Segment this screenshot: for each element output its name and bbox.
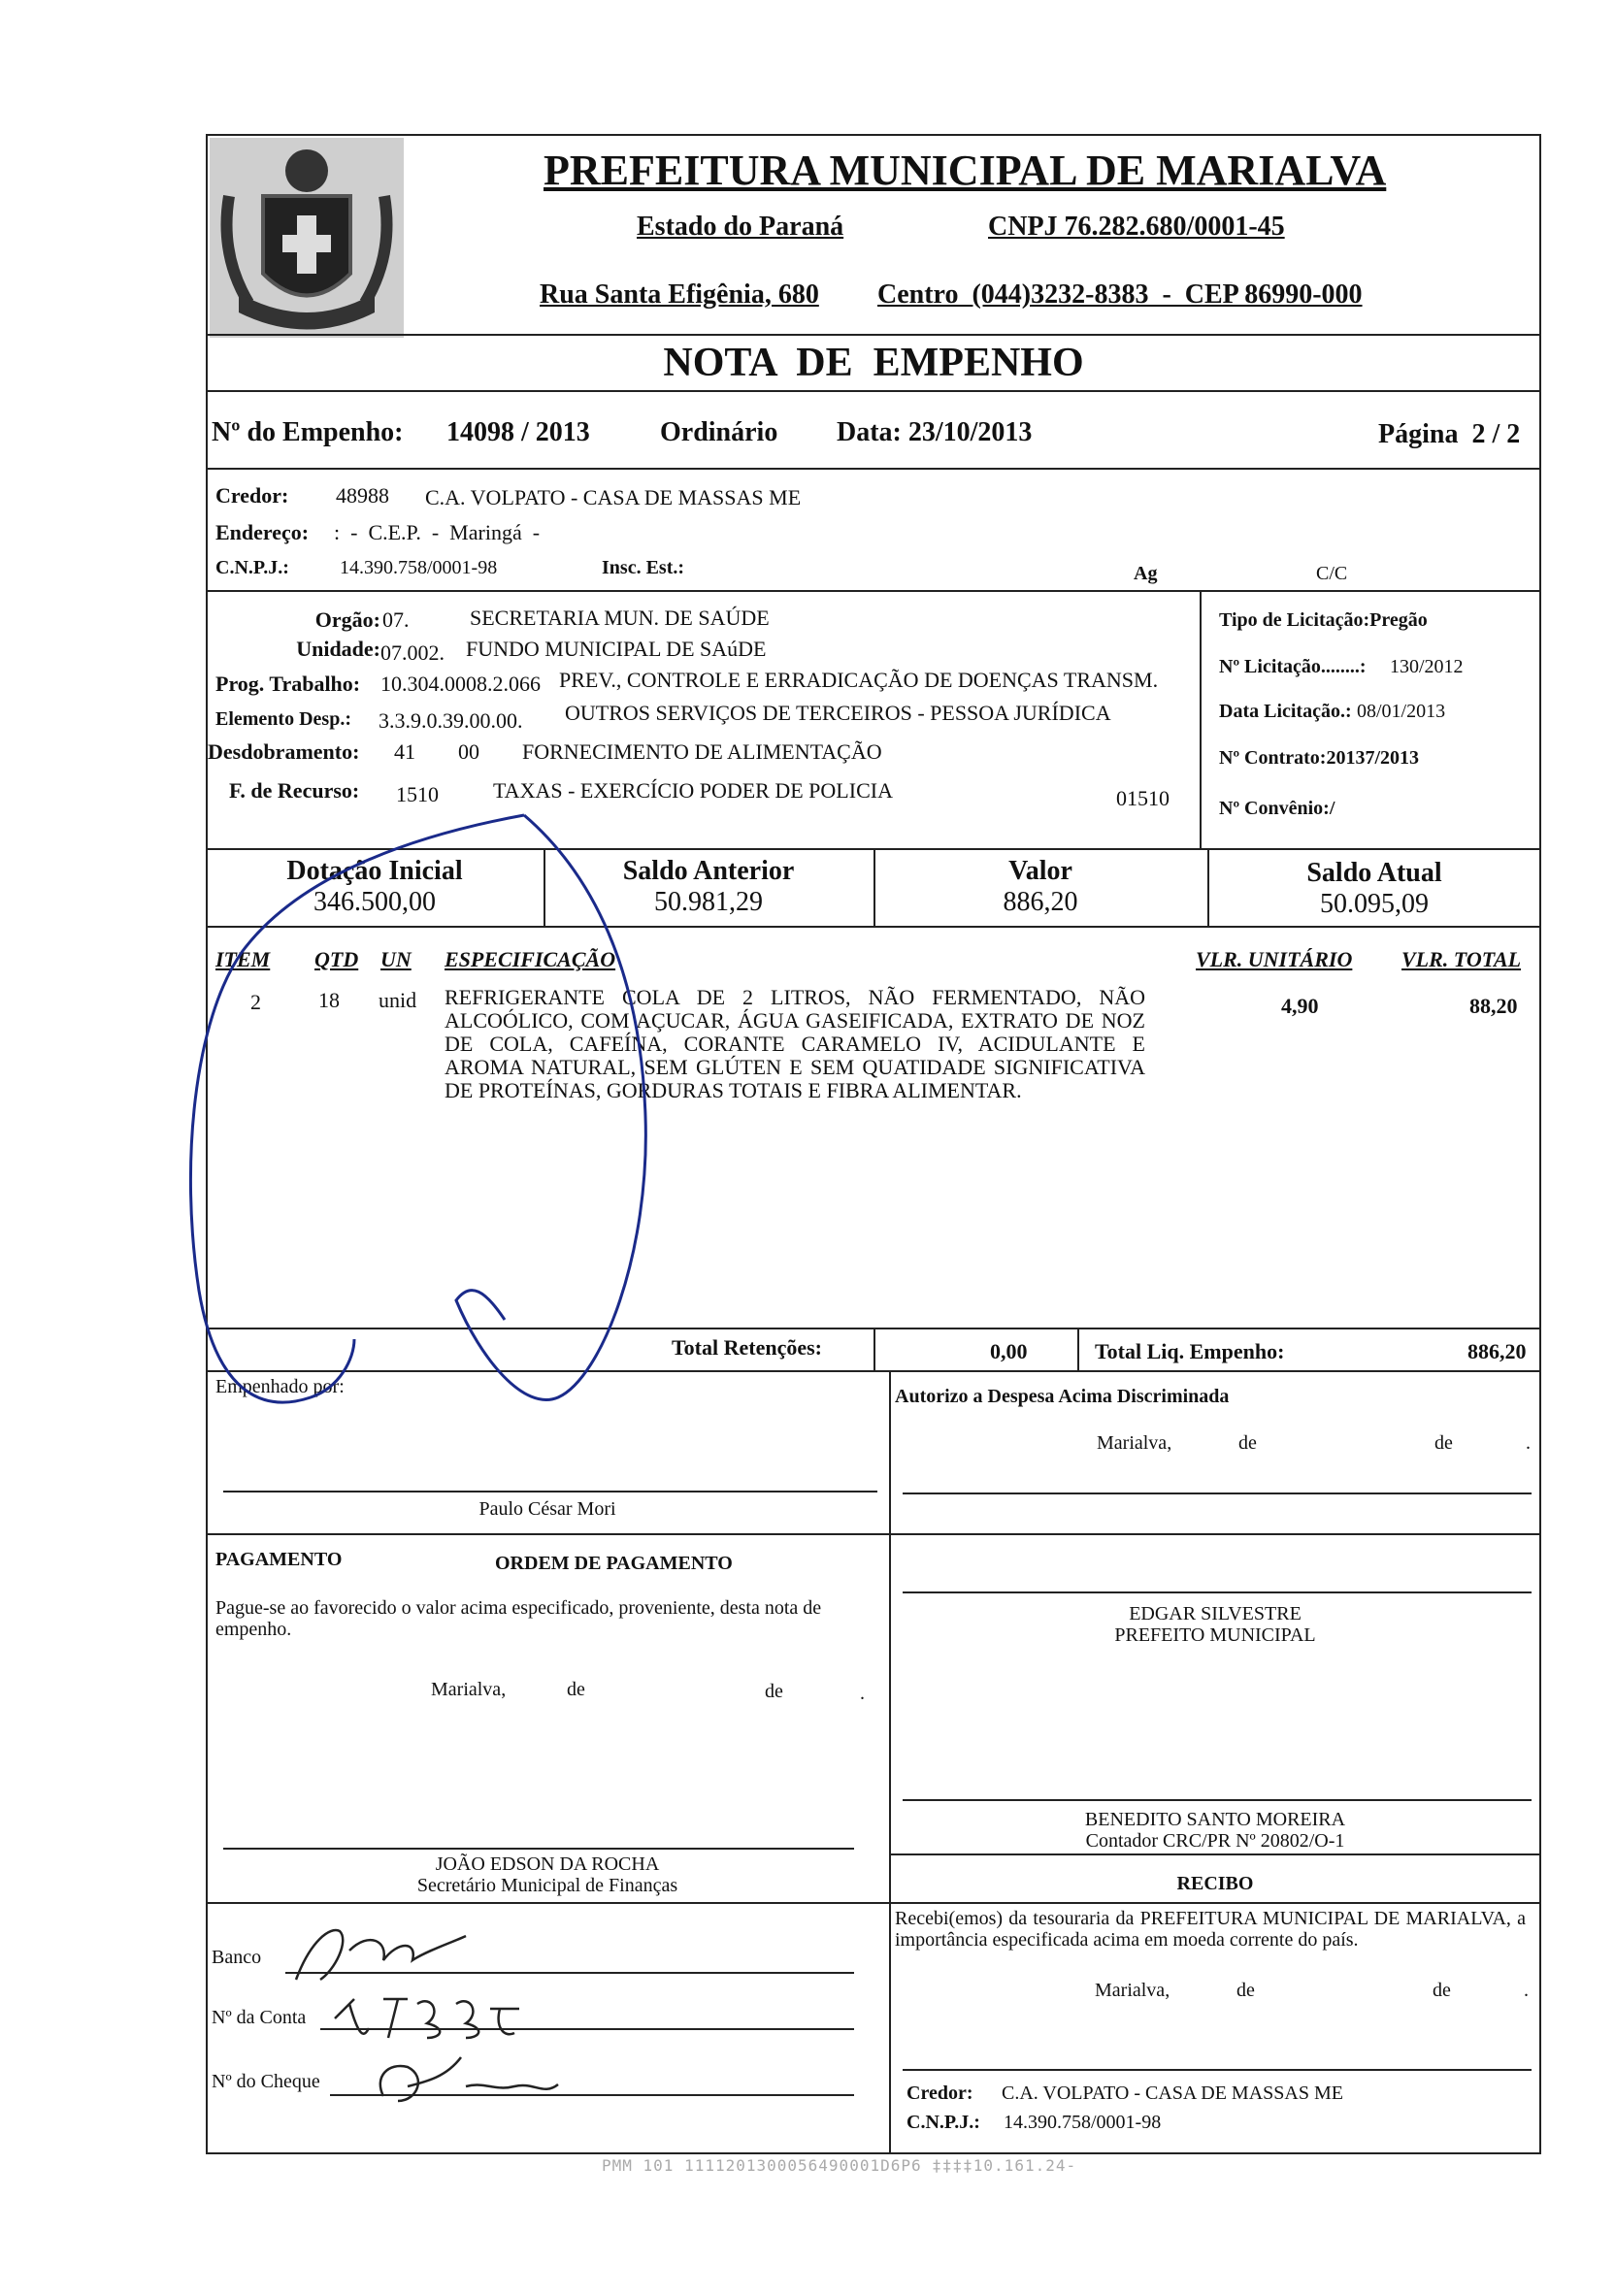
item-description: REFRIGERANTE COLA DE 2 LITROS, NÃO FERMENTADO, NÃO ALCOÓLICO, COM AÇUCAR, ÁGUA GASEIFICADA, EXTRATO DE NOZ DE COLA, CAFEÍNA, CORANTE CARAMELO IV, ACIDULANTE E AROMA NATURAL, SEM GLÚTEN E SEM QUATIDADE SIGNIFICATIVA DE PROTEÍNAS, GORDURAS TOTAIS E FIBRA ALIMENTAR. xyxy=(445,985,1145,1102)
valor-value: 886,20 xyxy=(1003,887,1078,917)
pagamento-city: Marialva, xyxy=(431,1679,507,1700)
licitacao-numero: 130/2012 xyxy=(1390,656,1464,677)
header-cnpj: CNPJ 76.282.680/0001-45 xyxy=(988,212,1285,242)
orgao-code: 07. xyxy=(382,607,410,632)
col-espec: ESPECIFICAÇÃO xyxy=(445,947,616,971)
autorizo-city: Marialva, xyxy=(1097,1432,1172,1454)
cc-label: C/C xyxy=(1316,563,1348,584)
header-district: Centro (044)3232-8383 - CEP 86990-000 xyxy=(877,279,1363,310)
coat-of-arms-icon xyxy=(210,138,404,338)
pagamento-de1: de xyxy=(567,1679,585,1700)
unidade-label: Unidade: xyxy=(296,637,380,661)
pagamento-label: PAGAMENTO xyxy=(215,1549,343,1570)
item-unit-value: 4,90 xyxy=(1281,994,1319,1018)
recibo-cnpj-label: C.N.P.J.: xyxy=(906,2112,980,2133)
unidade-code: 07.002. xyxy=(380,640,445,665)
cheque-label: Nº do Cheque xyxy=(212,2071,320,2092)
recibo-text: Recebi(emos) da tesouraria da PREFEITURA MUNICIPAL DE MARIALVA, a importância especificada acima em moeda corrente do país. xyxy=(895,1908,1526,1951)
pagamento-text: Pague-se ao favorecido o valor acima especificado, proveniente, desta nota de empenho. xyxy=(215,1597,822,1640)
empenhado-name: Paulo César Mori xyxy=(478,1498,616,1520)
pagamento-de2: de xyxy=(765,1681,783,1702)
prefeito-name: EDGAR SILVESTRE xyxy=(1129,1603,1302,1624)
address-label: Endereço: xyxy=(215,520,310,544)
item-total-value: 88,20 xyxy=(1469,994,1518,1018)
recibo-de2: de xyxy=(1433,1980,1451,2001)
header-title: PREFEITURA MUNICIPAL DE MARIALVA xyxy=(544,147,1387,194)
credor-label: Credor: xyxy=(215,483,289,508)
col-item: ITEM xyxy=(215,947,271,971)
liq-value: 886,20 xyxy=(1467,1339,1527,1363)
prog-name: PREV., CONTROLE E ERRADICAÇÃO DE DOENÇAS TRANSM. xyxy=(559,668,1159,692)
licitacao-data: 08/01/2013 xyxy=(1357,701,1446,722)
liq-label: Total Liq. Empenho: xyxy=(1095,1339,1285,1363)
credor-cnpj: 14.390.758/0001-98 xyxy=(340,557,498,578)
licitacao-convenio: Nº Convênio:/ xyxy=(1219,798,1335,819)
saldo-anterior-label: Saldo Anterior xyxy=(622,856,795,886)
col-unit: VLR. UNITÁRIO xyxy=(1196,947,1353,971)
doc-title: NOTA DE EMPENHO xyxy=(663,341,1084,385)
autorizo-text: Autorizo a Despesa Acima Discriminada xyxy=(895,1386,1230,1407)
autorizo-de2: de xyxy=(1434,1432,1453,1454)
col-total: VLR. TOTAL xyxy=(1401,947,1522,971)
insc-label: Insc. Est.: xyxy=(602,557,685,578)
banco-label: Banco xyxy=(212,1947,262,1968)
valor-label: Valor xyxy=(1008,856,1072,886)
conta-label: Nº da Conta xyxy=(212,2007,307,2028)
credor-address: : - C.E.P. - Maringá - xyxy=(334,520,541,544)
contador-name: BENEDITO SANTO MOREIRA xyxy=(1084,1809,1346,1830)
autorizo-dot: . xyxy=(1526,1432,1531,1454)
empenho-type: Ordinário xyxy=(660,417,778,447)
recibo-credor: C.A. VOLPATO - CASA DE MASSAS ME xyxy=(1002,2083,1343,2104)
rec-label: F. de Recurso: xyxy=(229,778,360,803)
empenho-number: 14098 / 2013 xyxy=(446,417,590,447)
prefeito-title: PREFEITO MUNICIPAL xyxy=(1114,1624,1316,1646)
recibo-title: RECIBO xyxy=(1176,1873,1254,1894)
licitacao-numero-label: Nº Licitação........: xyxy=(1219,656,1367,677)
ag-label: Ag xyxy=(1134,563,1158,584)
ordem-label: ORDEM DE PAGAMENTO xyxy=(495,1553,733,1574)
pagamento-dot: . xyxy=(860,1683,865,1704)
autorizo-de1: de xyxy=(1238,1432,1257,1454)
item-un: unid xyxy=(379,988,417,1012)
prog-code: 10.304.0008.2.066 xyxy=(380,672,541,696)
licitacao-contrato: Nº Contrato:20137/2013 xyxy=(1219,747,1420,769)
desd-sub: 00 xyxy=(458,739,479,764)
desd-label: Desdobramento: xyxy=(208,739,360,764)
contador-title: Contador CRC/PR Nº 20802/O-1 xyxy=(1085,1830,1345,1852)
rec-name: TAXAS - EXERCÍCIO PODER DE POLICIA xyxy=(493,778,893,803)
recibo-city: Marialva, xyxy=(1095,1980,1170,2001)
footer-code: PMM 101 1111201300056490001D6P6 ‡‡‡‡10.161.24- xyxy=(602,2156,1077,2175)
desd-name: FORNECIMENTO DE ALIMENTAÇÃO xyxy=(522,739,882,764)
retencoes-label: Total Retenções: xyxy=(672,1335,822,1360)
desd-code: 41 xyxy=(394,739,415,764)
credor-code: 48988 xyxy=(336,483,389,508)
col-qtd: QTD xyxy=(314,947,359,971)
prog-label: Prog. Trabalho: xyxy=(215,672,361,696)
recibo-de1: de xyxy=(1236,1980,1255,2001)
dotacao-label: Dotação Inicial xyxy=(286,856,463,886)
dotacao-value: 346.500,00 xyxy=(313,887,436,917)
unidade-name: FUNDO MUNICIPAL DE SAúDE xyxy=(466,637,767,661)
elem-name: OUTROS SERVIÇOS DE TERCEIROS - PESSOA JURÍDICA xyxy=(565,701,1111,725)
recibo-credor-label: Credor: xyxy=(906,2083,973,2104)
sec-name: JOÃO EDSON DA ROCHA xyxy=(435,1853,660,1875)
orgao-name: SECRETARIA MUN. DE SAÚDE xyxy=(470,606,770,630)
recibo-cnpj: 14.390.758/0001-98 xyxy=(1004,2112,1162,2133)
recibo-dot: . xyxy=(1524,1980,1529,2001)
item-qtd: 18 xyxy=(318,988,340,1012)
page-number: Página 2 / 2 xyxy=(1378,419,1521,449)
credor-name: C.A. VOLPATO - CASA DE MASSAS ME xyxy=(425,485,802,509)
col-un: UN xyxy=(380,947,412,971)
rec-code: 1510 xyxy=(396,782,439,806)
sec-title: Secretário Municipal de Finanças xyxy=(416,1875,678,1896)
empenhado-label: Empenhado por: xyxy=(215,1376,345,1397)
saldo-atual-label: Saldo Atual xyxy=(1306,858,1442,888)
orgao-label: Orgão: xyxy=(314,607,380,632)
cnpj-label: C.N.P.J.: xyxy=(215,557,289,578)
header-street: Rua Santa Efigênia, 680 xyxy=(540,279,819,310)
licitacao-tipo: Tipo de Licitação:Pregão xyxy=(1219,609,1428,631)
elem-code: 3.3.9.0.39.00.00. xyxy=(379,708,523,733)
coat-of-arms-logo xyxy=(210,138,404,338)
saldo-anterior-value: 50.981,29 xyxy=(654,887,763,917)
empenho-label: Nº do Empenho: xyxy=(212,417,404,447)
empenho-date: Data: 23/10/2013 xyxy=(837,417,1033,447)
rec-ref: 01510 xyxy=(1116,786,1170,810)
saldo-atual-value: 50.095,09 xyxy=(1320,889,1429,919)
item-number: 2 xyxy=(250,990,261,1014)
header-state: Estado do Paraná xyxy=(637,212,844,242)
elem-label: Elemento Desp.: xyxy=(215,708,351,730)
licitacao-data-label: Data Licitação.: xyxy=(1219,701,1352,722)
retencoes-value: 0,00 xyxy=(990,1339,1028,1363)
